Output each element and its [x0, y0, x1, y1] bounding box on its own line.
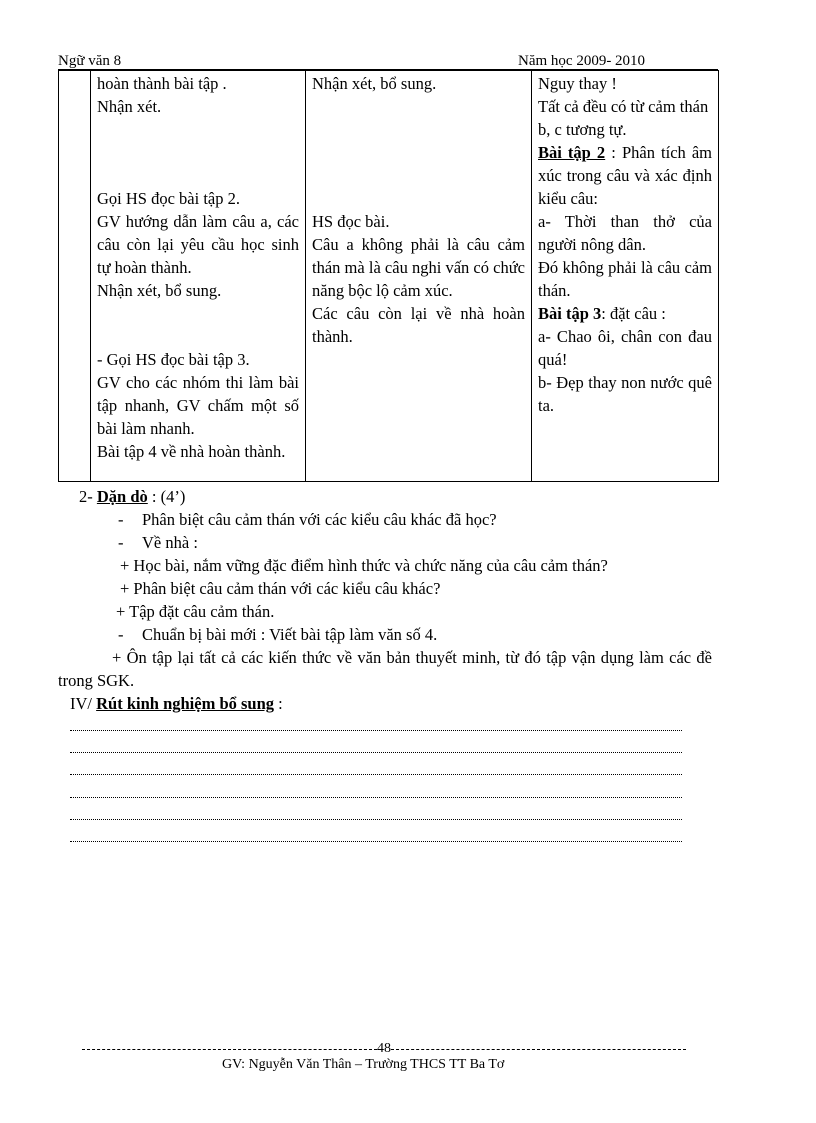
student-line: HS đọc bài. — [312, 212, 390, 231]
content-cell — [532, 71, 719, 482]
dotted-writing-line — [70, 752, 682, 753]
footer-page-row — [82, 1041, 686, 1057]
header-subject: Ngữ văn 8 — [58, 53, 122, 69]
student-activity-cell — [306, 71, 532, 482]
homework-item-2: Về nhà : — [142, 533, 198, 552]
section-2-number: 2- — [79, 487, 97, 506]
teacher-activity-cell — [91, 71, 306, 482]
teacher-line: Nhận xét, bổ sung. — [97, 281, 222, 300]
section-4-title: Rút kinh nghiệm bổ sung — [96, 694, 275, 713]
homework-item-1: Phân biệt câu cảm thán với các kiểu câu khác đã học? — [142, 510, 497, 529]
exercise-3-label: Bài tập 3 — [538, 304, 602, 323]
dotted-writing-line — [70, 841, 682, 842]
section-4-heading — [70, 692, 283, 715]
teacher-line: Gọi HS đọc bài tập 2. — [97, 189, 240, 208]
bullet-dash: - — [118, 533, 124, 552]
section-4-suffix: : — [274, 694, 283, 713]
teacher-line: Bài tập 4 về nhà hoàn thành. — [97, 442, 286, 461]
teacher-line: GV cho các nhóm thi làm bài tập nhanh, GV chấm một số bài làm nhanh. — [97, 373, 299, 438]
bullet-dash: - — [118, 510, 124, 529]
teacher-line: - Gọi HS đọc bài tập 3. — [97, 350, 250, 369]
dotted-writing-line — [70, 730, 682, 731]
homework-sub-4: + Ôn tập lại tất cả các kiến thức về văn bản thuyết minh, từ đó tập vận dụng làm các đề trong SGK. — [58, 648, 712, 690]
student-line: Nhận xét, bổ sung. — [312, 74, 437, 93]
student-line: Các câu còn lại về nhà hoàn thành. — [312, 304, 525, 346]
table-col-empty — [59, 71, 91, 482]
exercise-2 — [538, 141, 712, 210]
teacher-line: Nhận xét. — [97, 97, 162, 116]
exercise-3 — [538, 302, 712, 325]
lesson-table — [58, 70, 719, 482]
teacher-line: hoàn thành bài tập . — [97, 74, 227, 93]
content-line: a- Chao ôi, chân con đau quá! — [538, 327, 712, 369]
footer-dash-right — [391, 1049, 686, 1050]
content-line: b, c tương tự. — [538, 120, 627, 139]
homework-sub-2: + Phân biệt câu cảm thán với các kiểu câu khác? — [120, 579, 441, 598]
section-2-time: : (4’) — [147, 487, 186, 506]
exercise-2-label: Bài tập 2 — [538, 143, 606, 162]
homework-item-3: Chuẩn bị bài mới : Viết bài tập làm văn số 4. — [142, 625, 438, 644]
dotted-writing-line — [70, 774, 682, 775]
dotted-writing-line — [70, 797, 682, 798]
footer-dash-left — [82, 1049, 377, 1050]
bullet-dash: - — [118, 625, 124, 644]
homework-sub-1: + Học bài, nắm vững đặc điểm hình thức và chức năng của câu cảm thán? — [120, 556, 608, 575]
footer-credit: GV: Nguyễn Văn Thân – Trường THCS TT Ba Tơ — [222, 1057, 505, 1072]
page-number: 48 — [377, 1041, 391, 1056]
exercise-2-text: : Phân tích âm xúc trong câu và xác định kiểu câu: — [538, 143, 713, 208]
content-line: b- Đẹp thay non nước quê ta. — [538, 373, 712, 415]
teacher-line: GV hướng dẫn làm câu a, các câu còn lại yêu cầu học sinh tự hoàn thành. — [97, 212, 299, 277]
content-line: Đó không phải là câu cảm thán. — [538, 258, 712, 300]
content-line: Nguy thay ! — [538, 74, 617, 93]
content-line: Tất cả đều có từ cảm thán — [538, 97, 709, 116]
section-2-heading — [79, 485, 185, 508]
student-line: Câu a không phải là câu cảm thán mà là câu nghi vấn có chức năng bộc lộ cảm xúc. — [312, 235, 525, 300]
section-2-title: Dặn dò — [96, 487, 148, 506]
homework-sub-3: + Tập đặt câu cảm thán. — [116, 602, 275, 621]
dotted-writing-line — [70, 819, 682, 820]
exercise-3-text: : đặt câu : — [601, 304, 666, 323]
content-line: a- Thời than thở của người nông dân. — [538, 212, 712, 254]
section-4-number: IV/ — [70, 694, 97, 713]
header-school-year: Năm học 2009- 2010 — [518, 53, 646, 69]
